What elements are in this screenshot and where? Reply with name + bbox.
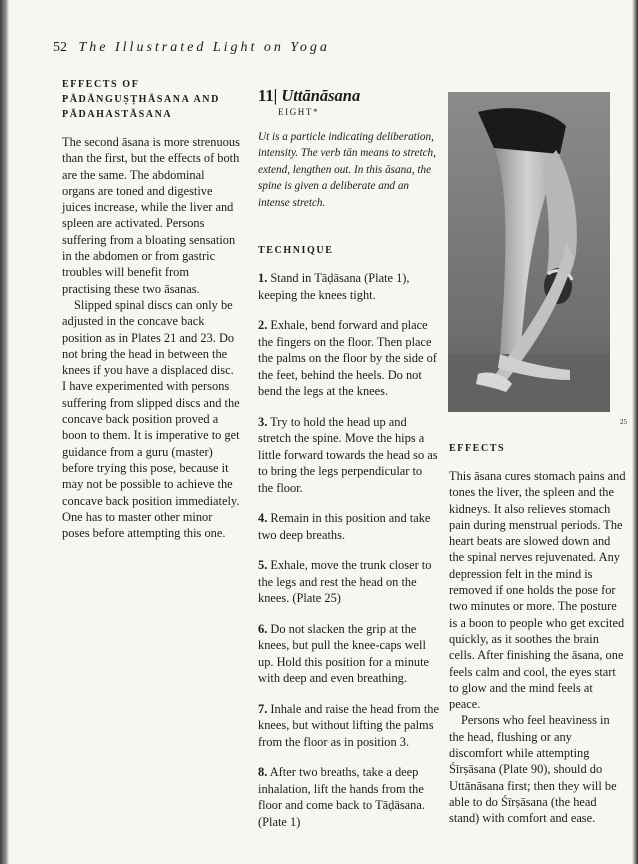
step-number: 3. [258,414,268,429]
step-text: Remain in this position and take two deep breaths. [258,511,431,542]
step-number: 6. [258,621,268,636]
step-text: Do not slacken the grip at the knees, but pull the knee-caps well up. Hold this position for a minute with deep and even breathing. [258,621,430,686]
effects-heading: EFFECTS [449,443,506,454]
asana-subtitle: EIGHT* [278,107,320,117]
effects-paragraph-1: The second āsana is more strenuous than the first, but the effects of both are the same. The abdominal organs are toned and digestive juices increase, while the liver and spleen are activated. Persons suffering from a bloating sensation in the abdomen or from gastric troubles will benefit from practising these two āsanas. [62,135,240,296]
page-number: 52 [53,40,67,55]
technique-step [258,414,440,497]
technique-heading: TECHNIQUE [258,245,334,257]
step-number: 1. [258,271,268,286]
step-text: Exhale, bend forward and place the fingers on the floor. Then place the palms on the floor by the side of the feet, behind the heels. Do not bend the legs at the knees. [258,318,437,399]
running-head [53,40,330,56]
title-separator: | [273,86,282,105]
asana-title [258,86,440,106]
middle-column [258,86,440,844]
technique-step [258,621,440,687]
technique-step [258,701,440,751]
page-edge-shadow [632,0,638,864]
step-text: Try to hold the head up and stretch the spine. Move the hips a little forward towards the head so as to bring the legs perpendicular to the floor. [258,414,438,495]
heading-line: PĀDAHASTĀSANA [62,109,173,120]
effects-paragraph-2: Persons who feel heaviness in the head, flushing or any discomfort while attempting Śīrṣāsana (Plate 90), should do Uttānāsana first; then they will be able to do Śīrṣāsana (the head stand) with comfort and ease. [449,713,617,826]
step-text: Stand in Tāḍāsana (Plate 1), keeping the knees tight. [258,271,410,302]
technique-step [258,764,440,830]
step-number: 4. [258,511,268,526]
technique-step [258,557,440,607]
step-text: After two breaths, take a deep inhalation, lift the hands from the floor and come back to Tāḍāsana. (Plate 1) [258,765,425,829]
step-number: 7. [258,701,268,716]
right-column [449,441,626,827]
heading-line: PĀDĀNGUṢṬHĀSANA AND [62,94,220,105]
effects-padangusthasana-heading [62,77,240,122]
step-number: 2. [258,318,268,333]
technique-step [258,270,440,303]
book-gutter-shadow [0,0,9,864]
plate-number: 25 [620,418,627,426]
heading-line: EFFECTS OF [62,79,140,90]
plate-25-photo [448,92,610,412]
effects-paragraph-2: Slipped spinal discs can only be adjusted in the concave back position as in Plates 21 and 23. Do not bring the head in between the knees if you have a displaced disc. I have experimented with persons suffering from slipped discs and the concave back position proved a boon to them. It is imperative to get guidance from a guru (master) before trying this pose, because it may not be possible to achieve the concave back position immediately. One has to master other minor poses before attempting this one. [62,297,240,541]
technique-step [258,317,440,400]
technique-step [258,510,440,543]
step-text: Exhale, move the trunk closer to the legs and rest the head on the knees. (Plate 25) [258,558,432,606]
step-number: 5. [258,558,268,573]
left-column [62,77,240,541]
asana-description: Ut is a particle indicating deliberation, intensity. The verb tān means to stretch, extend, lengthen out. In this āsana, the spine is given a deliberate and an intense stretch. [258,131,436,209]
step-text: Inhale and raise the head from the knees, but without lifting the palms from the floor as in position 3. [258,701,439,749]
book-title: The Illustrated Light on Yoga [78,40,330,55]
asana-number: 11 [258,86,274,105]
asana-name: Uttānāsana [281,86,361,105]
uttanasana-figure-illustration [448,92,610,412]
step-number: 8. [258,765,268,780]
effects-paragraph-1: This āsana cures stomach pains and tones the liver, the spleen and the kidneys. It also relieves stomach pain during menstrual periods. The heart beats are slowed down and the spinal nerves rejuvenated. Any depression felt in the mind is removed if one holds the pose for two minutes or more. The posture is a boon to people who get excited quickly, as it soothes the brain cells. After finishing the āsana, one feels calm and cool, the eyes start to glow and the mind feels at peace. [449,469,626,712]
